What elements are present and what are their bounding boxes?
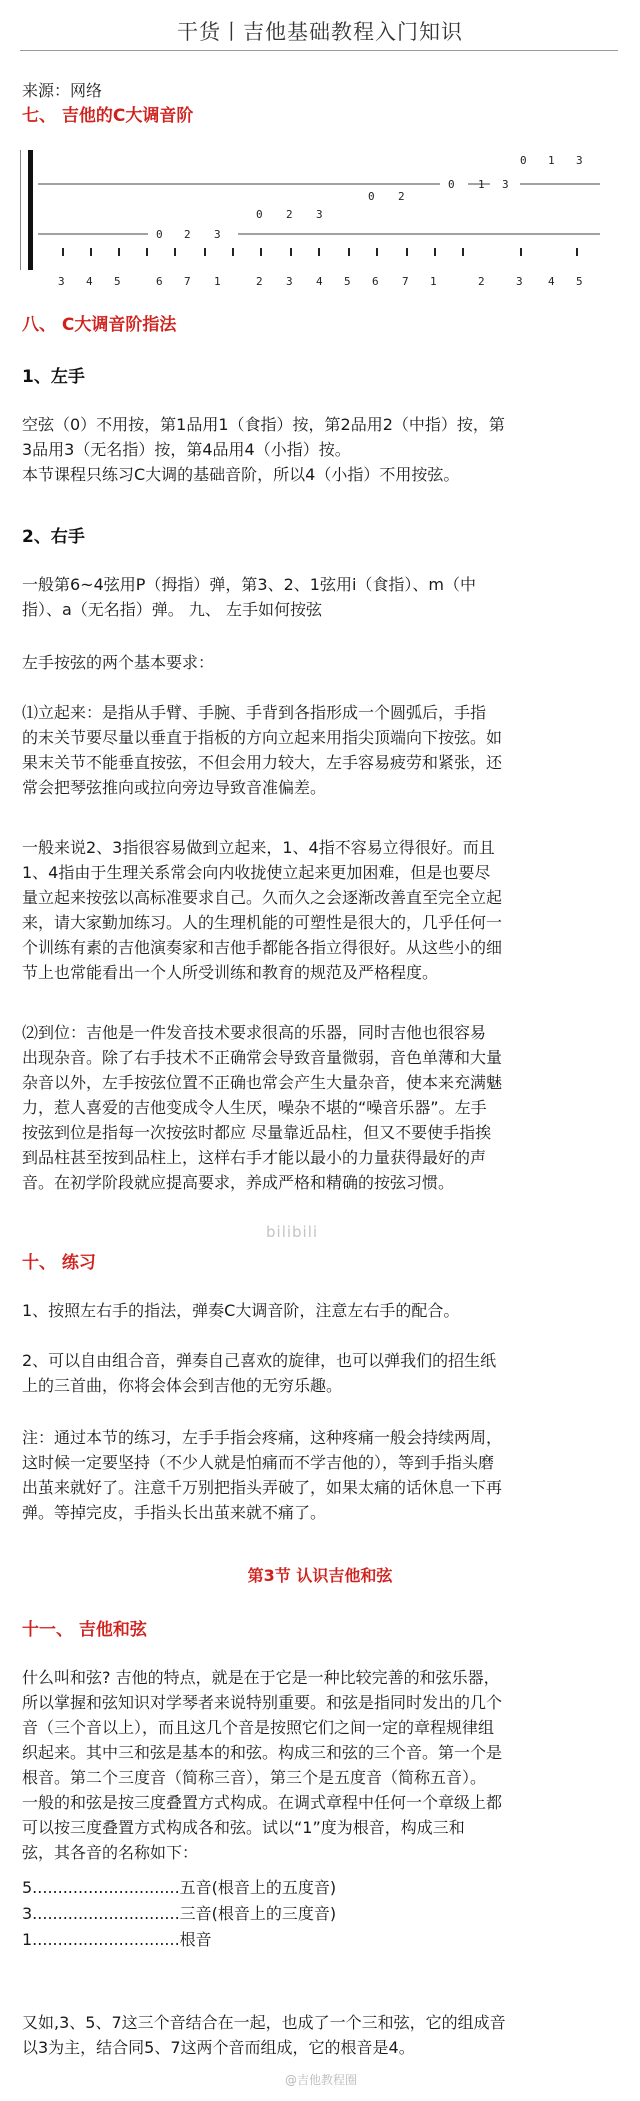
scale-degree: 5 xyxy=(576,275,583,288)
list-item: 3.............................三音(根音上的三度音) xyxy=(22,1904,337,1923)
tab-note: 1 xyxy=(548,154,555,167)
tab-note: 3 xyxy=(316,208,323,221)
chord-tone-list xyxy=(22,1875,336,1953)
tab-note: 2 xyxy=(184,228,191,241)
requirement-1-detail: 一般来说2、3指很容易做到立起来，1、4指不容易立得很好。而且 1、4指由于生理关系常会向内收拢使立起来更加困难，但是也要尽 量立起来按弦以高标准要求自己。久而久之会逐渐改善直至完全立起 来，请大家勤加练习。人的生理机能的可塑性是很大的，几乎任何一 个训练有素的吉他演奏家和吉他手都能各指立得很好。从这些小的细 节上也常能看出一个人所受训练和教育的规范及严格程度。 xyxy=(22,838,503,982)
scale-degree: 3 xyxy=(58,275,65,288)
list-item: 5.............................五音(根音上的五度音) xyxy=(22,1878,337,1897)
section8-heading: 八、 C大调音阶指法 xyxy=(22,315,177,335)
c-major-scale-tab xyxy=(20,150,600,295)
requirement-1: ⑴立起来：是指从手臂、手腕、手背到各指形成一个圆弧后，手指 的末关节要尽量以垂直于指板的方向立起来用指尖顶端向下按弦。如 果末关节不能垂直按弦，不但会用力较大，左手容易疲劳和紧张，还 常会把琴弦推向或拉向旁边导致音准偏差。 xyxy=(22,703,503,797)
requirements-intro: 左手按弦的两个基本要求： xyxy=(22,653,215,672)
tab-note: 3 xyxy=(214,228,221,241)
title-divider xyxy=(20,50,618,51)
chord-example: 又如,3、5、7这三个音结合在一起，也成了一个三和弦，它的组成音 以3为主，结合同5、7这两个音而组成，它的根音是4。 xyxy=(22,2013,506,2057)
watermark: @吉他教程圈 xyxy=(285,2073,358,2087)
part3-heading: 第3节 认识吉他和弦 xyxy=(247,1566,393,1585)
tab-note: 1 xyxy=(478,178,485,191)
right-hand-text: 一般第6~4弦用P（拇指）弹，第3、2、1弦用i（食指）、m（中 指）、a（无名指）弹。 九、 左手如何按弦 xyxy=(22,575,476,619)
scale-degree: 5 xyxy=(114,275,121,288)
scale-degree: 2 xyxy=(478,275,485,288)
right-hand-heading: 2、右手 xyxy=(22,527,85,547)
practice-2: 2、可以自由组合音，弹奏自己喜欢的旋律，也可以弹我们的招生纸 上的三首曲，你将会体会到吉他的无穷乐趣。 xyxy=(22,1351,497,1395)
scale-degree: 1 xyxy=(430,275,437,288)
scale-degree: 3 xyxy=(286,275,293,288)
tab-note: 3 xyxy=(502,178,509,191)
scale-degree: 6 xyxy=(372,275,379,288)
chord-intro: 什么叫和弦? 吉他的特点，就是在于它是一种比较完善的和弦乐器， 所以掌握和弦知识对学琴者来说特别重要。和弦是指同时发出的几个 音（三个音以上），而且这几个音是按照它们之间一定的章程规律组 织起来。其中三和弦是基本的和弦。构成三和弦的三个音。第一个是 根音。第二个三度音（简称三音），第三个是五度音（简称五音）。 一般的和弦是按三度叠置方式构成。在调式章程中任何一个章级上都 可以按三度叠置方式构成各和弦。试以“1”度为根音，构成三和 弦，其各音的名称如下： xyxy=(22,1668,503,1862)
left-hand-text: 空弦（0）不用按，第1品用1（食指）按，第2品用2（中指）按，第 3品用3（无名指）按，第4品用4（小指）按。 本节课程只练习C大调的基础音阶，所以4（小指）不用按弦。 xyxy=(22,415,505,484)
section7-heading: 七、 吉他的C大调音阶 xyxy=(22,106,194,126)
practice-note: 注：通过本节的练习，左手手指会疼痛，这种疼痛一般会持续两周， 这时候一定要坚持（不少人就是怕痛而不学吉他的），等到手指头磨 出茧来就好了。注意千万别把指头弄破了，如果太痛的话休息一下再 弹。等掉完皮，手指头长出茧来就不痛了。 xyxy=(22,1428,503,1522)
scale-degree: 5 xyxy=(344,275,351,288)
scale-degree: 6 xyxy=(156,275,163,288)
tab-note: 0 xyxy=(156,228,163,241)
watermark-mark: bilibili xyxy=(266,1223,319,1241)
source-line: 来源：网络 xyxy=(22,81,103,100)
left-hand-heading: 1、左手 xyxy=(22,367,85,387)
tab-note: 0 xyxy=(448,178,455,191)
scale-degree: 4 xyxy=(316,275,323,288)
requirement-2: ⑵到位：吉他是一件发音技术要求很高的乐器，同时吉他也很容易 出现杂音。除了右手技术不正确常会导致音量微弱，音色单薄和大量 杂音以外，左手按弦位置不正确也常会产生大量杂音，使本来充满魅 力，惹人喜爱的吉他变成令人生厌，噪杂不堪的“噪音乐器”。左手 按弦到位是指每一次按弦时都应 尽量靠近品柱，但又不要使手指挨 到品柱甚至按到品柱上，这样右手才能以最小的力量获得最好的声 音。在初学阶段就应提高要求，养成严格和精确的按弦习惯。 xyxy=(22,1023,503,1192)
scale-degree: 3 xyxy=(516,275,523,288)
tab-note: 0 xyxy=(256,208,263,221)
scale-degree: 7 xyxy=(402,275,409,288)
list-item: 1.............................根音 xyxy=(22,1930,212,1949)
scale-degree: 1 xyxy=(214,275,221,288)
tab-note: 2 xyxy=(398,190,405,203)
scale-degree: 4 xyxy=(548,275,555,288)
tab-note: 0 xyxy=(368,190,375,203)
tab-note: 0 xyxy=(520,154,527,167)
section11-heading: 十一、 吉他和弦 xyxy=(22,1620,147,1640)
scale-degree: 4 xyxy=(86,275,93,288)
section10-heading: 十、 练习 xyxy=(22,1253,96,1273)
scale-degree: 7 xyxy=(184,275,191,288)
page-title: 干货丨吉他基础教程入门知识 xyxy=(177,20,463,44)
tab-fret-marks xyxy=(62,248,578,256)
practice-1: 1、按照左右手的指法，弹奏C大调音阶，注意左右手的配合。 xyxy=(22,1301,460,1320)
tab-note: 3 xyxy=(576,154,583,167)
scale-degree: 2 xyxy=(256,275,263,288)
tab-note: 2 xyxy=(286,208,293,221)
